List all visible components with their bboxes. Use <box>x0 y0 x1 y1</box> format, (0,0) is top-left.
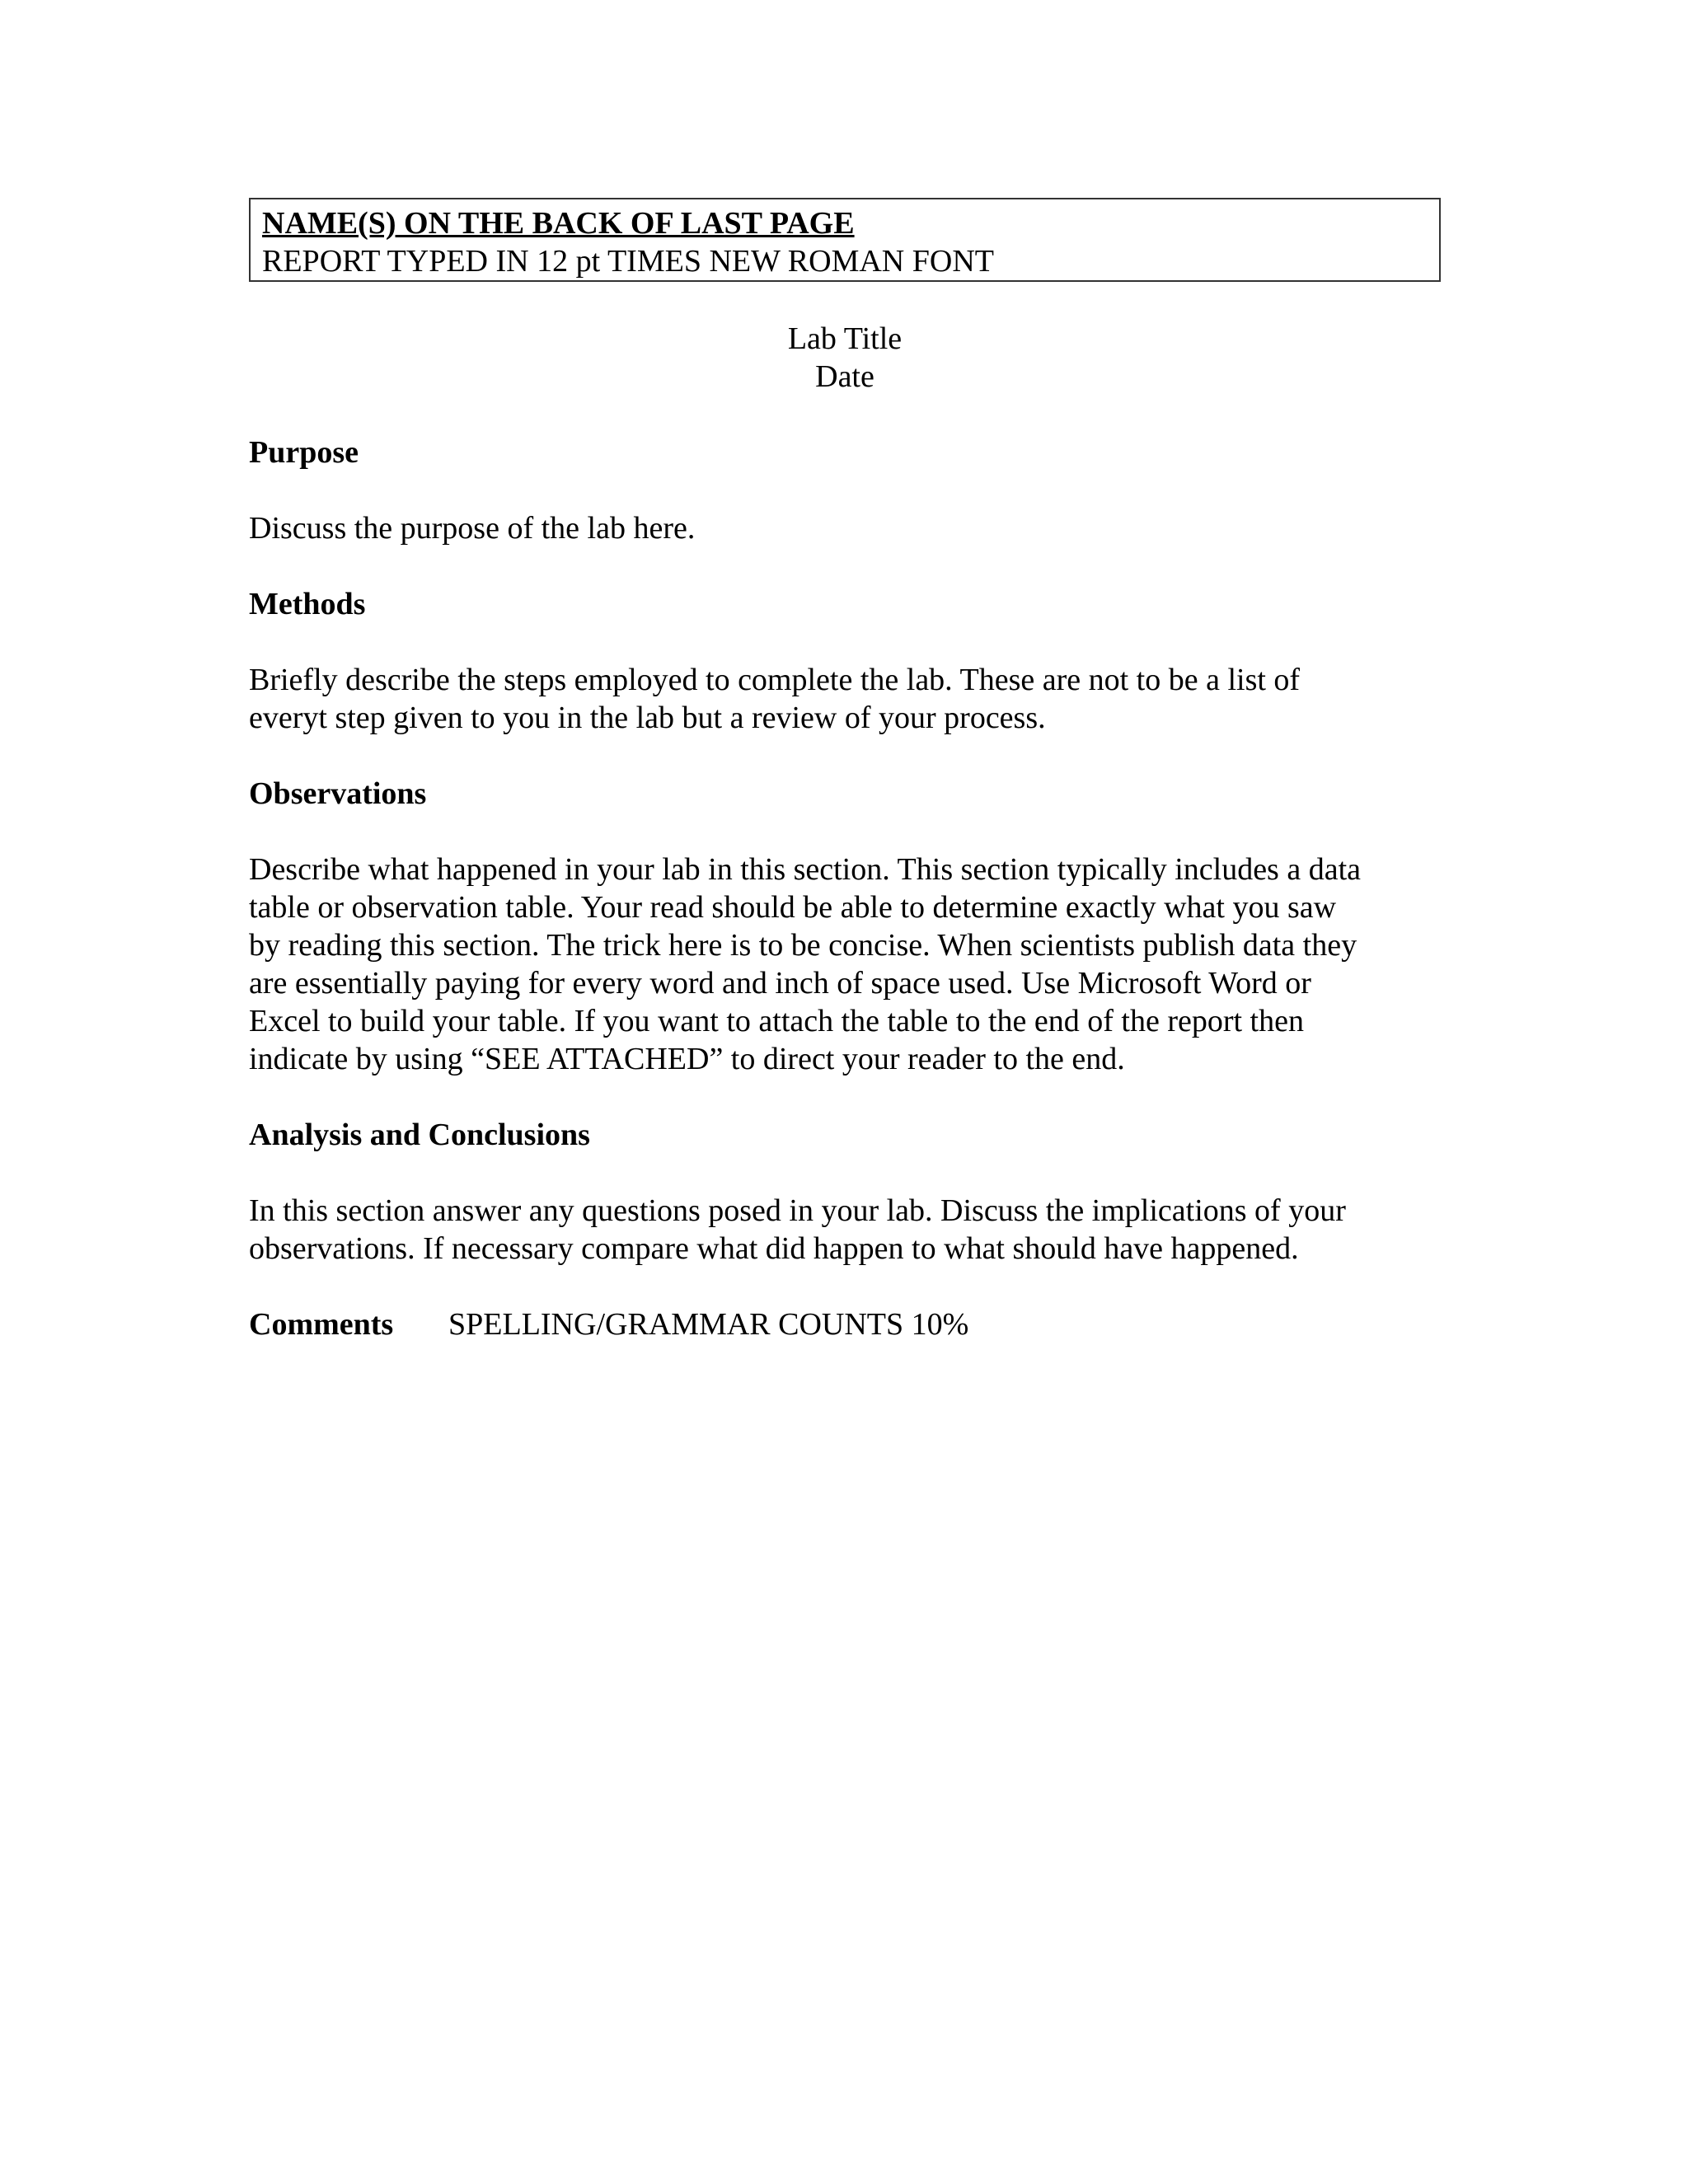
observations-line: by reading this section. The trick here is to be concise. When scientists publish data they <box>249 928 1357 963</box>
purpose-body <box>249 509 1441 547</box>
instructions-box <box>249 198 1441 282</box>
observations-line: are essentially paying for every word and inch of space used. Use Microsoft Word or <box>249 966 1311 1001</box>
comments-row <box>249 1305 1441 1343</box>
observations-line: Excel to build your table. If you want to attach the table to the end of the report then <box>249 1004 1304 1038</box>
lab-title: Lab Title <box>787 321 903 356</box>
analysis-body <box>249 1192 1441 1268</box>
analysis-line: In this section answer any questions posed in your lab. Discuss the implications of your <box>249 1193 1346 1228</box>
observations-heading: Observations <box>249 776 427 811</box>
lab-date: Date <box>815 359 874 394</box>
analysis-heading: Analysis and Conclusions <box>249 1118 590 1152</box>
observations-line: table or observation table. Your read should be able to determine exactly what you saw <box>249 890 1337 925</box>
font-instruction: REPORT TYPED IN 12 pt TIMES NEW ROMAN FONT <box>262 244 994 279</box>
names-instruction: NAME(S) ON THE BACK OF LAST PAGE <box>262 206 855 241</box>
methods-heading: Methods <box>249 587 366 621</box>
analysis-line: observations. If necessary compare what did happen to what should have happened. <box>249 1231 1299 1266</box>
methods-line: Briefly describe the steps employed to complete the lab. These are not to be a list of <box>249 663 1301 697</box>
purpose-line: Discuss the purpose of the lab here. <box>249 511 696 546</box>
title-block <box>249 320 1441 396</box>
observations-line: Describe what happened in your lab in this section. This section typically includes a data <box>249 852 1361 887</box>
observations-line: indicate by using “SEE ATTACHED” to direct your reader to the end. <box>249 1042 1125 1076</box>
document-content <box>249 198 1441 1343</box>
observations-body <box>249 851 1441 1078</box>
comments-label: Comments <box>249 1307 394 1342</box>
methods-body <box>249 661 1441 737</box>
purpose-heading: Purpose <box>249 435 359 470</box>
methods-line: everyt step given to you in the lab but a review of your process. <box>249 701 1046 735</box>
comments-text: SPELLING/GRAMMAR COUNTS 10% <box>448 1307 969 1342</box>
